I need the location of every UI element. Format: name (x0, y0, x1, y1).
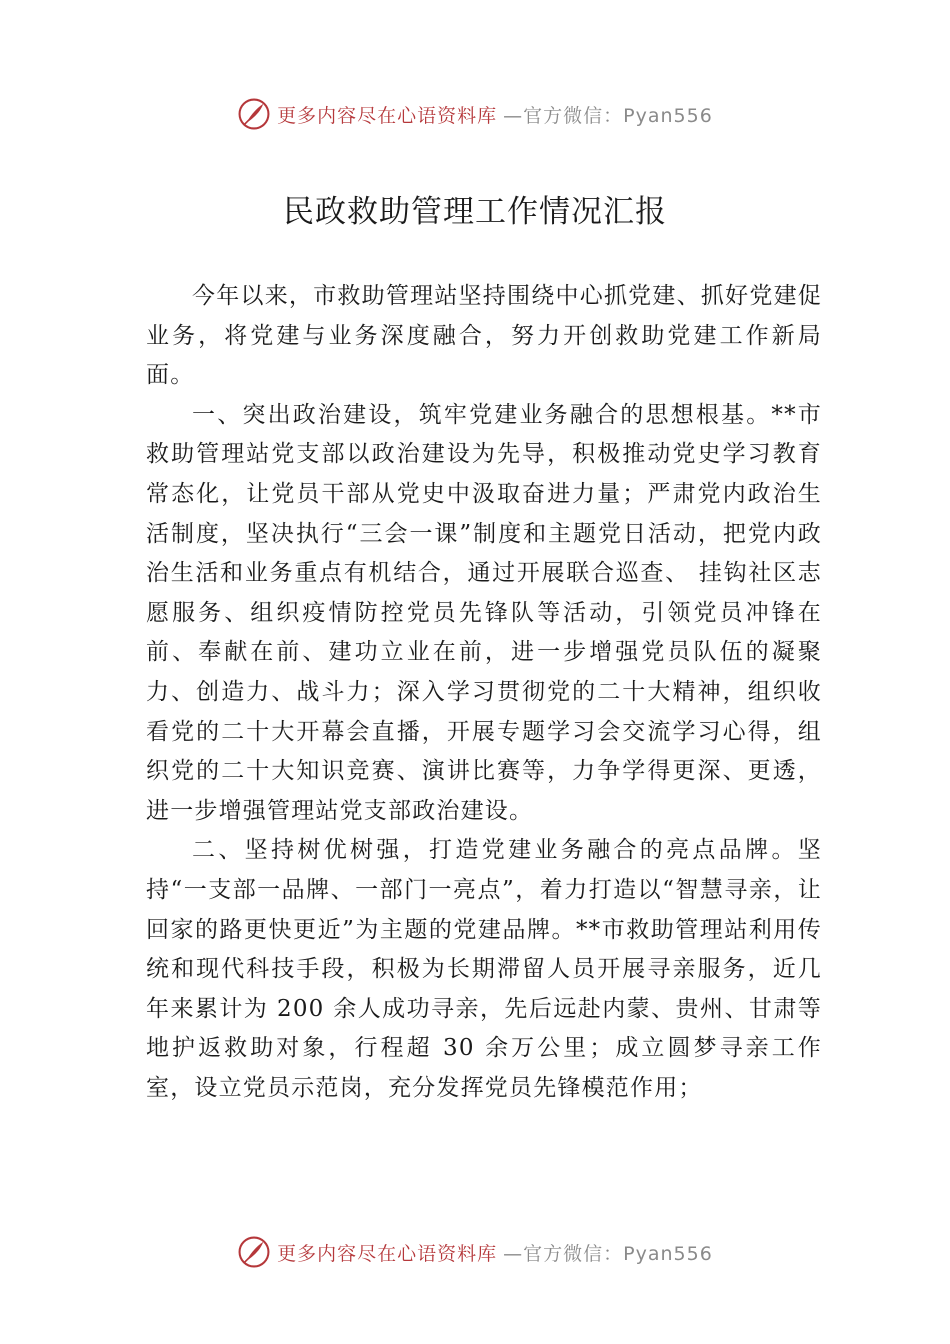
quill-pen-logo-icon (237, 1235, 271, 1269)
footer-banner (0, 1232, 950, 1272)
document-body (146, 277, 822, 1108)
paragraph-section-two: 二、坚持树优树强，打造党建业务融合的亮点品牌。坚持“一支部一品牌、一部门一亮点”，着力打造以“智慧寻亲，让回家的路更快更近”为主题的党建品牌。**市救助管理站利用传统和现代科技手段，积极为长期滞留人员开展寻亲服务，近几年来累计为 200 余人成功寻亲，先后远赴内蒙、贵州、甘肃等地护返救助对象，行程超 30 余万公里；成立圆梦寻亲工作室，设立党员示范岗，充分发挥党员先锋模范作用； (146, 837, 822, 1101)
quill-pen-logo-icon (237, 97, 271, 131)
footer-brand-text: 更多内容尽在心语资料库 (277, 1242, 498, 1265)
header-banner (0, 94, 950, 134)
paragraph-section-one: 一、突出政治建设，筑牢党建业务融合的思想根基。**市救助管理站党支部以政治建设为先导，积极推动党史学习教育常态化，让党员干部从党史中汲取奋进力量；严肃党内政治生活制度，坚决执行“三会一课”制度和主题党日活动，把党内政治生活和业务重点有机结合，通过开展联合巡查、 挂钩社区志愿服务、组织疫情防控党员先锋队等活动，引领党员冲锋在前、奉献在前、建功立业在前，进一步增强党员队伍的凝聚力、创造力、战斗力；深入学习贯彻党的二十大精神，组织收看党的二十大开幕会直播，开展专题学习会交流学习心得，组织党的二十大知识竞赛、演讲比赛等，力争学得更深、更透，进一步增强管理站党支部政治建设。 (146, 401, 822, 824)
footer-contact-text: —官方微信：Pyan556 (503, 1242, 713, 1265)
banner-brand-text: 更多内容尽在心语资料库 (277, 104, 498, 127)
paragraph-intro: 今年以来，市救助管理站坚持围绕中心抓党建、抓好党建促业务，将党建与业务深度融合，努力开创救助党建工作新局面。 (146, 283, 822, 389)
banner-contact-text: —官方微信：Pyan556 (503, 104, 713, 127)
document-title: 民政救助管理工作情况汇报 (283, 194, 667, 230)
